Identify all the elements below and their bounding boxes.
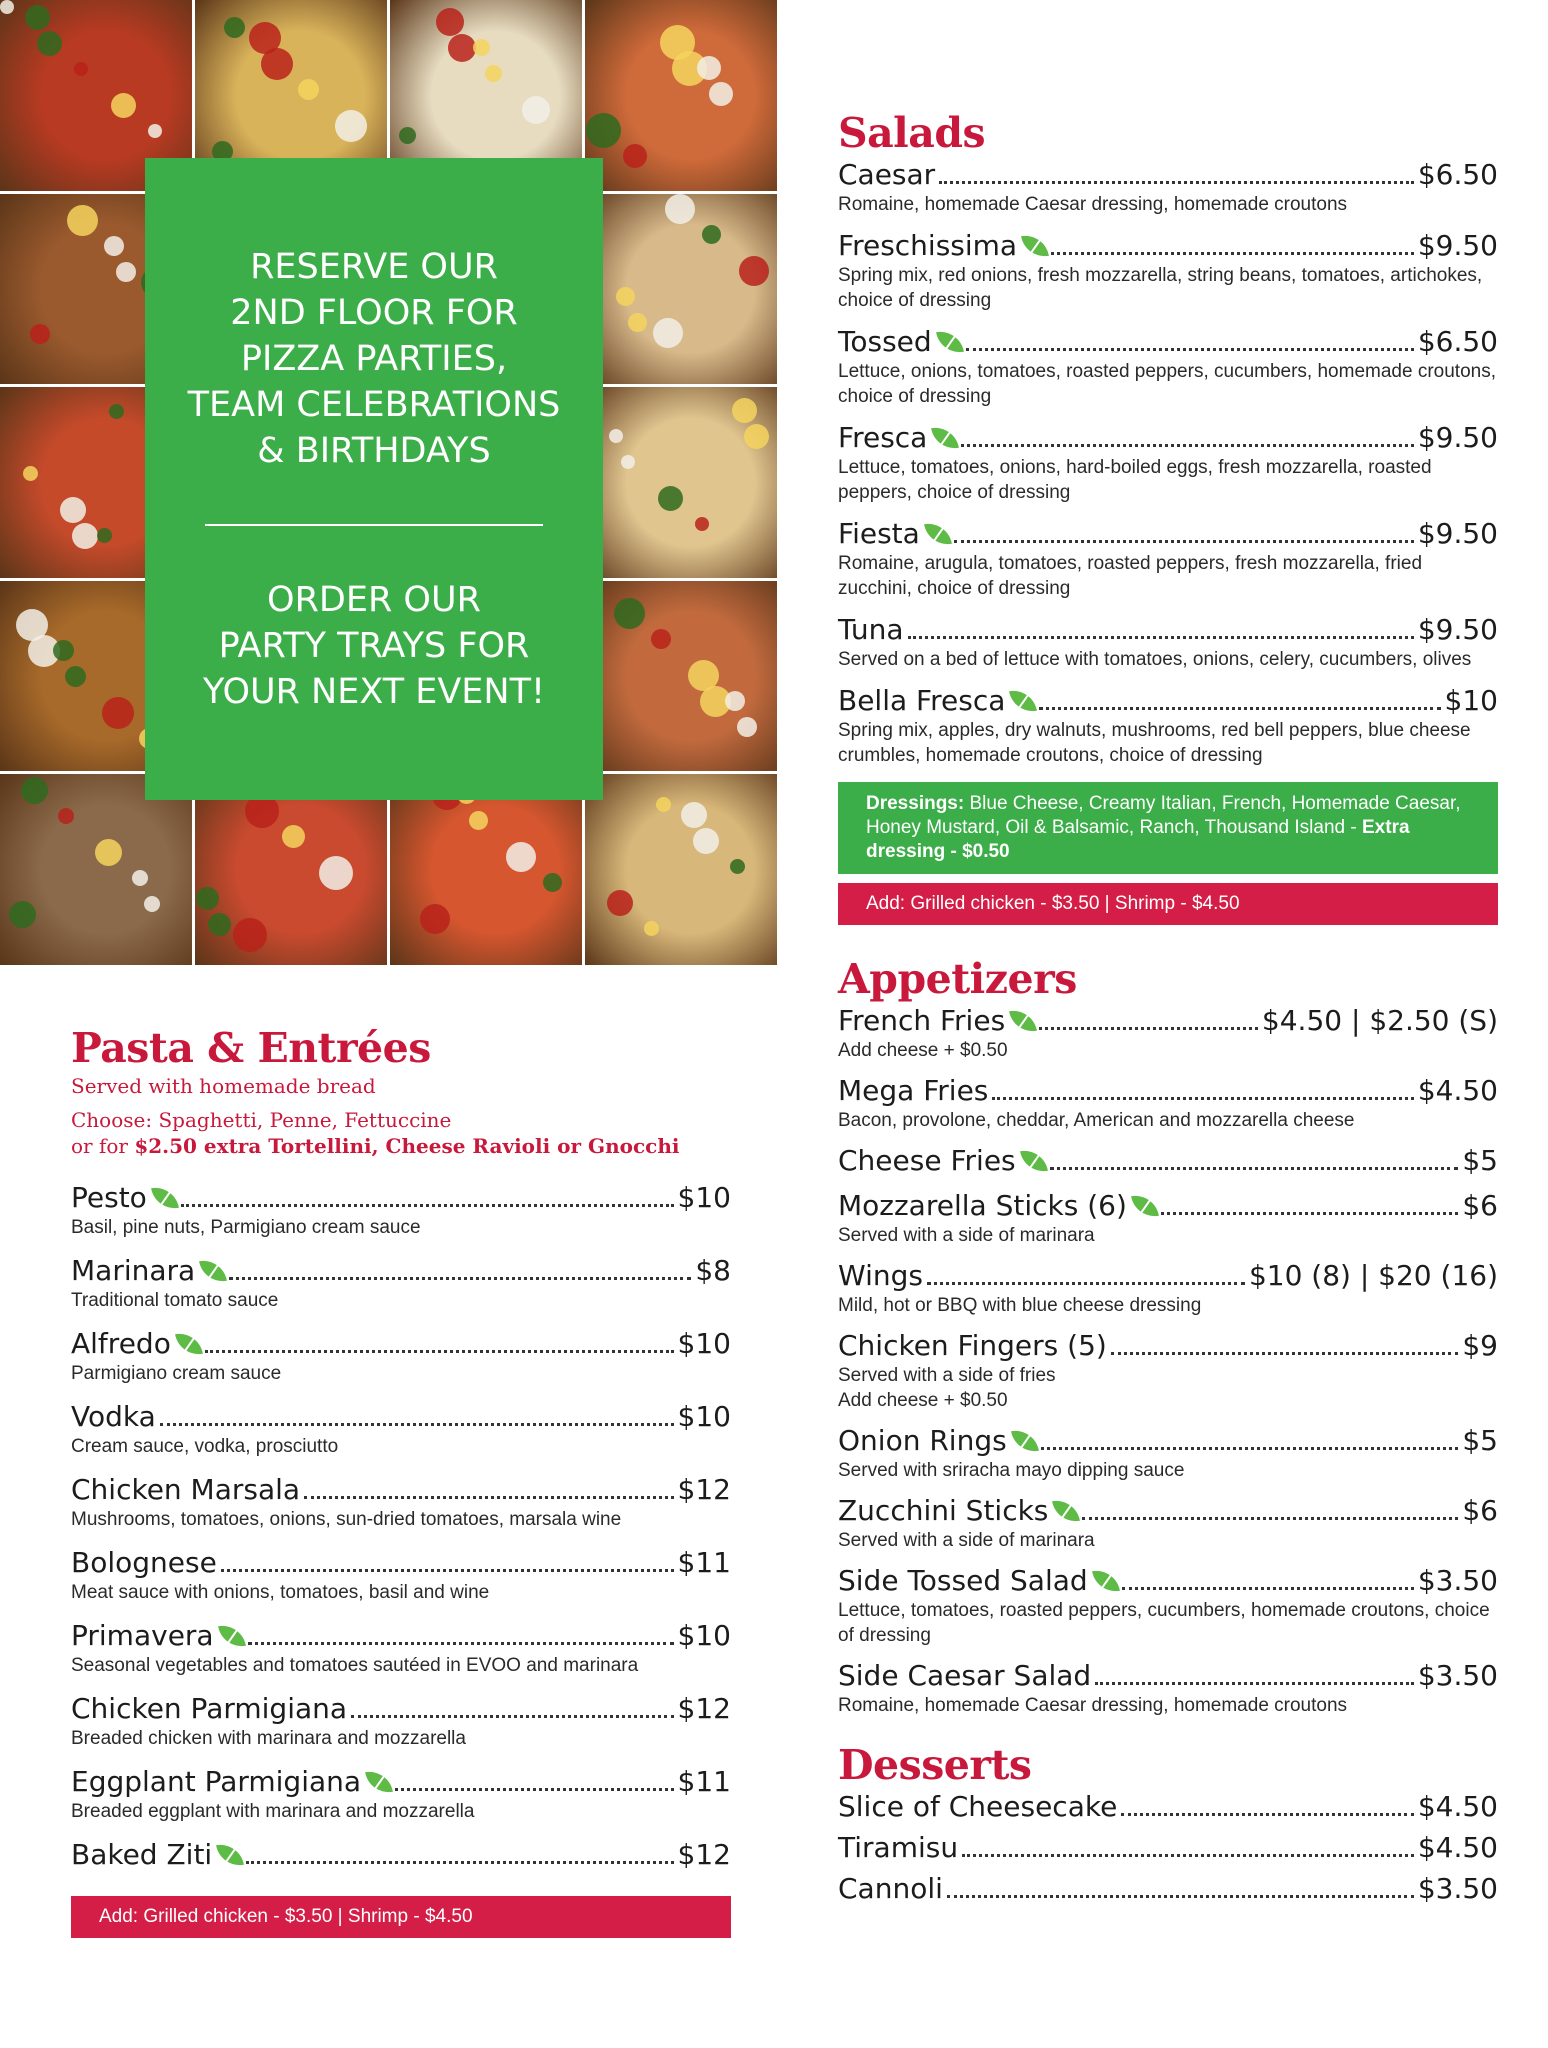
menu-item-description: Seasonal vegetables and tomatoes sautéed in EVOO and marinara (71, 1655, 639, 1676)
menu-item-description: Mushrooms, tomatoes, onions, sun-dried tomatoes, marsala wine (71, 1509, 622, 1530)
leaf-icon (924, 520, 952, 548)
leaf-icon (936, 328, 964, 356)
leaf-icon (1021, 232, 1049, 260)
dot-leader (160, 1423, 674, 1426)
menu-item (71, 1327, 731, 1386)
menu-item-line (71, 1619, 731, 1653)
pizza-photo (585, 581, 777, 772)
dot-leader (992, 1097, 1413, 1100)
menu-item-description: Lettuce, tomatoes, onions, hard-boiled eggs, fresh mozzarella, roasted peppers, choice of dressing (838, 457, 1432, 503)
menu-item-line (71, 1327, 731, 1361)
menu-item-line (838, 1790, 1498, 1824)
menu-item-description: Cream sauce, vodka, prosciutto (71, 1436, 339, 1457)
dot-leader (1111, 1352, 1459, 1355)
menu-item (71, 1473, 731, 1532)
menu-item-name: Vodka (71, 1400, 156, 1433)
menu-item-description: Served with a side of marinara (838, 1530, 1095, 1551)
menu-item-name: Primavera (71, 1619, 214, 1652)
menu-item-name: Cheese Fries (838, 1144, 1016, 1177)
menu-item-price: $9.50 (1417, 517, 1498, 550)
promo-bottom-line: YOUR NEXT EVENT! (202, 672, 545, 712)
dressings-list: Blue Cheese, Creamy Italian, French, Homemade Caesar, Honey Mustard, Oil & Balsamic, Ranch, Thousand Island - (866, 793, 1461, 838)
dot-leader (966, 348, 1414, 351)
dot-leader (1051, 252, 1414, 255)
menu-item-name: Chicken Marsala (71, 1473, 301, 1506)
menu-item-line (71, 1473, 731, 1507)
menu-item (71, 1254, 731, 1313)
menu-item-description: Add cheese + $0.50 (838, 1390, 1008, 1411)
leaf-icon (216, 1841, 244, 1869)
dot-leader (229, 1277, 691, 1280)
dot-leader (927, 1282, 1245, 1285)
menu-item-name: Chicken Fingers (5) (838, 1329, 1107, 1362)
menu-item-line (838, 158, 1498, 192)
menu-item (838, 1564, 1498, 1648)
menu-item-description: Served with a side of marinara (838, 1225, 1095, 1246)
menu-item-description: Add cheese + $0.50 (838, 1040, 1008, 1061)
menu-item-price: $9.50 (1417, 613, 1498, 646)
menu-item-description: Spring mix, apples, dry walnuts, mushrooms, red bell peppers, blue cheese crumbles, homemade croutons, choice of dressing (838, 720, 1471, 766)
leaf-icon (1053, 1497, 1081, 1525)
menu-item-name: Bella Fresca (838, 684, 1006, 717)
menu-item-price: $9 (1462, 1329, 1498, 1362)
menu-item-line (838, 1831, 1498, 1865)
menu-item-price: $4.50 (1417, 1074, 1498, 1107)
menu-item-line (838, 1564, 1498, 1598)
menu-item-name: Wings (838, 1259, 923, 1292)
menu-item-description: Romaine, homemade Caesar dressing, homemade croutons (838, 1695, 1348, 1716)
leaf-icon (1009, 687, 1037, 715)
leaf-icon (151, 1184, 179, 1212)
dot-leader (1095, 1682, 1414, 1685)
pizza-photo (390, 774, 582, 965)
dot-leader (351, 1715, 674, 1718)
menu-item (838, 613, 1498, 672)
menu-item-description: Spring mix, red onions, fresh mozzarella, string beans, tomatoes, artichokes, choice of dressing (838, 265, 1483, 311)
menu-item-description: Breaded chicken with marinara and mozzarella (71, 1728, 466, 1749)
menu-item (838, 1259, 1498, 1318)
menu-item-description: Romaine, homemade Caesar dressing, homemade croutons (838, 194, 1348, 215)
section-title-desserts: Desserts (838, 1741, 1032, 1789)
menu-item-name: Marinara (71, 1254, 196, 1287)
leaf-icon (199, 1257, 227, 1285)
menu-item-line (838, 613, 1498, 647)
promo-top-line: & BIRTHDAYS (257, 431, 491, 471)
menu-item-line (838, 325, 1498, 359)
menu-item-line (838, 1494, 1498, 1528)
dot-leader (248, 1642, 674, 1645)
menu-item-name: Tossed (838, 325, 932, 358)
menu-item-description: Lettuce, tomatoes, roasted peppers, cucumbers, homemade croutons, choice of dressing (838, 1600, 1490, 1646)
menu-item-price: $10 (677, 1619, 731, 1652)
menu-item-name: Eggplant Parmigiana (71, 1765, 362, 1798)
desserts-item-list (838, 1790, 1498, 1906)
menu-item-name: Zucchini Sticks (838, 1494, 1049, 1527)
menu-item-name: Mozzarella Sticks (6) (838, 1189, 1127, 1222)
dot-leader (205, 1350, 674, 1353)
menu-item (838, 158, 1498, 217)
menu-item-description: Romaine, arugula, tomatoes, roasted peppers, fresh mozzarella, fried zucchini, choice of dressing (838, 553, 1423, 599)
menu-item-description: Breaded eggplant with marinara and mozzarella (71, 1801, 475, 1822)
dot-leader (961, 444, 1413, 447)
menu-item-line (838, 1424, 1498, 1458)
menu-item-name: Mega Fries (838, 1074, 989, 1107)
menu-item-price: $12 (677, 1473, 731, 1506)
menu-item (838, 1074, 1498, 1133)
menu-item (71, 1400, 731, 1459)
pizza-photo (195, 774, 387, 965)
menu-item-line (838, 1872, 1498, 1906)
menu-item-name: Fresca (838, 421, 928, 454)
promo-bottom-line: PARTY TRAYS FOR (218, 626, 530, 666)
menu-item-line (71, 1692, 731, 1726)
section-title-pasta: Pasta & Entrées (71, 1024, 431, 1072)
menu-item-price: $11 (677, 1765, 731, 1798)
menu-item-line (71, 1254, 731, 1288)
leaf-icon (1092, 1567, 1120, 1595)
menu-item (838, 1872, 1498, 1906)
promo-top-line: TEAM CELEBRATIONS (187, 385, 561, 425)
menu-item-line (838, 1329, 1498, 1363)
menu-item-line (71, 1400, 731, 1434)
menu-item-price: $10 (1444, 684, 1498, 717)
menu-item-name: Cannoli (838, 1872, 943, 1905)
menu-item (838, 517, 1498, 601)
dot-leader (1050, 1167, 1459, 1170)
menu-item-description: Meat sauce with onions, tomatoes, basil and wine (71, 1582, 490, 1603)
menu-item (838, 1424, 1498, 1483)
dot-leader (1161, 1212, 1458, 1215)
menu-item (838, 1831, 1498, 1865)
leaf-icon (218, 1622, 246, 1650)
menu-item (838, 1494, 1498, 1553)
menu-item-description: Served with sriracha mayo dipping sauce (838, 1460, 1185, 1481)
menu-item-line (71, 1765, 731, 1799)
menu-item (838, 1004, 1498, 1063)
menu-item (71, 1692, 731, 1751)
menu-item-name: French Fries (838, 1004, 1006, 1037)
menu-item-price: $6.50 (1417, 158, 1498, 191)
menu-item (838, 684, 1498, 768)
menu-item-name: Caesar (838, 158, 936, 191)
menu-item-description: Basil, pine nuts, Parmigiano cream sauce (71, 1217, 421, 1238)
leaf-icon (365, 1768, 393, 1796)
menu-item-line (838, 1189, 1498, 1223)
right-column (838, 108, 1498, 1906)
menu-item (838, 1144, 1498, 1178)
menu-item-name: Side Tossed Salad (838, 1564, 1088, 1597)
leaf-icon (1131, 1192, 1159, 1220)
menu-item-description: Parmigiano cream sauce (71, 1363, 282, 1384)
menu-item-name: Fiesta (838, 517, 920, 550)
menu-item-price: $3.50 (1417, 1659, 1498, 1692)
menu-item (838, 1790, 1498, 1824)
promo-bottom-line: ORDER OUR (267, 580, 481, 620)
salads-add-bar: Add: Grilled chicken - $3.50 | Shrimp - $4.50 (838, 883, 1498, 925)
menu-item (838, 229, 1498, 313)
dressings-label: Dressings: (866, 793, 965, 814)
menu-item-line (838, 1004, 1498, 1038)
menu-item-line (838, 1659, 1498, 1693)
menu-item (71, 1838, 731, 1872)
section-title-appetizers: Appetizers (838, 955, 1077, 1003)
appetizers-item-list (838, 1004, 1498, 1718)
salads-item-list (838, 158, 1498, 768)
menu-item-name: Alfredo (71, 1327, 171, 1360)
dot-leader (939, 181, 1414, 184)
menu-item-price: $12 (677, 1838, 731, 1871)
promo-divider (205, 524, 543, 526)
menu-item-description: Lettuce, onions, tomatoes, roasted peppers, cucumbers, homemade croutons, choice of dressing (838, 361, 1496, 407)
dot-leader (1121, 1813, 1414, 1816)
menu-item-price: $4.50 (1417, 1790, 1498, 1823)
menu-item-price: $3.50 (1417, 1564, 1498, 1597)
menu-item-price: $8 (695, 1254, 731, 1287)
menu-item-name: Onion Rings (838, 1424, 1007, 1457)
dot-leader (181, 1204, 674, 1207)
menu-item (838, 421, 1498, 505)
menu-item-name: Freschissima (838, 229, 1018, 262)
menu-item-description: Served on a bed of lettuce with tomatoes, onions, celery, cucumbers, olives (838, 649, 1472, 670)
pasta-choose-note: Choose: Spaghetti, Penne, Fettuccine (71, 1108, 452, 1132)
menu-item-price: $5 (1462, 1144, 1498, 1177)
promo-box (145, 158, 603, 800)
menu-item-description: Traditional tomato sauce (71, 1290, 279, 1311)
menu-item-line (838, 421, 1498, 455)
dot-leader (908, 636, 1414, 639)
menu-item-price: $3.50 (1417, 1872, 1498, 1905)
dot-leader (395, 1788, 673, 1791)
menu-item-name: Chicken Parmigiana (71, 1692, 348, 1725)
menu-item-line (838, 1074, 1498, 1108)
pizza-photo (585, 0, 777, 191)
pasta-served-note: Served with homemade bread (71, 1074, 376, 1098)
menu-item (71, 1181, 731, 1240)
pasta-add-bar: Add: Grilled chicken - $3.50 | Shrimp - $4.50 (71, 1896, 731, 1938)
menu-item-price: $10 (677, 1181, 731, 1214)
pasta-extra-note (71, 1133, 731, 1159)
pasta-extra-bold: $2.50 extra Tortellini, Cheese Ravioli or Gnocchi (134, 1134, 680, 1158)
pasta-extra-prefix: or for (71, 1134, 135, 1158)
menu-item-price: $10 (8) | $20 (16) (1248, 1259, 1498, 1292)
dot-leader (947, 1895, 1414, 1898)
menu-item (71, 1765, 731, 1824)
promo-trays-text (203, 577, 545, 715)
menu-item (71, 1546, 731, 1605)
dot-leader (954, 540, 1414, 543)
menu-item (838, 1189, 1498, 1248)
menu-item-name: Side Caesar Salad (838, 1659, 1092, 1692)
menu-item-name: Bolognese (71, 1546, 217, 1579)
menu-item-price: $10 (677, 1327, 731, 1360)
dressings-extra-price: Extra dressing - $0.50 (866, 817, 1410, 862)
menu-item-price: $9.50 (1417, 421, 1498, 454)
leaf-icon (931, 424, 959, 452)
menu-item-price: $5 (1462, 1424, 1498, 1457)
menu-item-description: Served with a side of fries (838, 1365, 1056, 1386)
leaf-icon (1011, 1427, 1039, 1455)
menu-item-name: Pesto (71, 1181, 147, 1214)
menu-item (838, 1329, 1498, 1413)
menu-item-price: $12 (677, 1692, 731, 1725)
pasta-notes (71, 1073, 731, 1159)
pizza-photo (585, 194, 777, 385)
menu-item (838, 1659, 1498, 1718)
section-title-salads: Salads (838, 109, 986, 157)
pasta-section (71, 1023, 731, 1938)
menu-item-price: $6.50 (1417, 325, 1498, 358)
menu-item-price: $11 (677, 1546, 731, 1579)
dot-leader (304, 1496, 673, 1499)
menu-item-price: $4.50 | $2.50 (S) (1261, 1004, 1498, 1037)
promo-top-line: 2ND FLOOR FOR (230, 293, 518, 333)
dot-leader (1041, 1447, 1459, 1450)
menu-item-line (838, 1144, 1498, 1178)
pizza-photo (585, 387, 777, 578)
pizza-photo (0, 774, 192, 965)
pizza-photo (585, 774, 777, 965)
dot-leader (1082, 1517, 1458, 1520)
promo-top-line: PIZZA PARTIES, (240, 339, 508, 379)
menu-item (838, 325, 1498, 409)
menu-item-line (71, 1546, 731, 1580)
menu-item-description: Mild, hot or BBQ with blue cheese dressing (838, 1295, 1202, 1316)
leaf-icon (175, 1330, 203, 1358)
dot-leader (1039, 707, 1440, 710)
pasta-item-list (71, 1181, 731, 1872)
menu-item-line (838, 229, 1498, 263)
menu-item-name: Tiramisu (838, 1831, 959, 1864)
menu-item-name: Baked Ziti (71, 1838, 213, 1871)
menu-item-line (71, 1181, 731, 1215)
menu-item-line (71, 1838, 731, 1872)
menu-item-line (838, 684, 1498, 718)
dot-leader (221, 1569, 674, 1572)
promo-top-line: RESERVE OUR (250, 247, 498, 287)
menu-item-name: Tuna (838, 613, 904, 646)
menu-item-line (838, 1259, 1498, 1293)
dressings-bar (838, 782, 1498, 874)
promo-reserve-text (188, 244, 561, 474)
menu-item-price: $6 (1462, 1494, 1498, 1527)
menu-item-price: $9.50 (1417, 229, 1498, 262)
menu-item-name: Slice of Cheesecake (838, 1790, 1118, 1823)
menu-item-description: Bacon, provolone, cheddar, American and mozzarella cheese (838, 1110, 1355, 1131)
menu-item (71, 1619, 731, 1678)
menu-item-price: $10 (677, 1400, 731, 1433)
dot-leader (246, 1861, 673, 1864)
dot-leader (962, 1854, 1414, 1857)
leaf-icon (1009, 1007, 1037, 1035)
menu-item-price: $6 (1462, 1189, 1498, 1222)
menu-item-price: $4.50 (1417, 1831, 1498, 1864)
menu-item-line (838, 517, 1498, 551)
dot-leader (1122, 1587, 1414, 1590)
dot-leader (1039, 1027, 1258, 1030)
leaf-icon (1020, 1147, 1048, 1175)
